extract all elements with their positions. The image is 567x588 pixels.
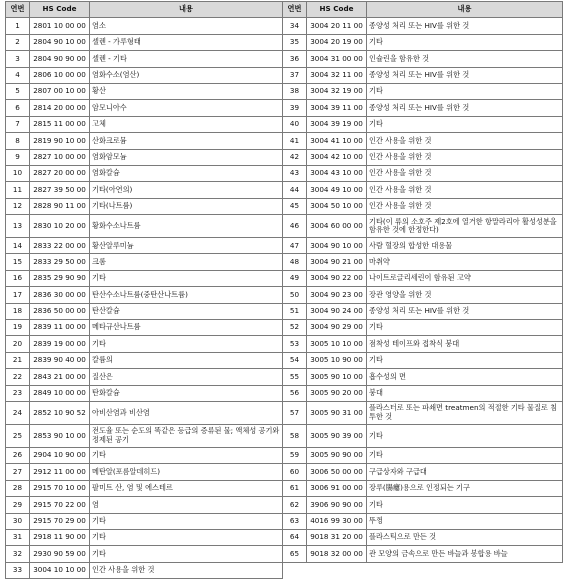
row-number: 43 bbox=[283, 165, 307, 181]
table-row bbox=[6, 369, 563, 385]
description: 메타규산나트륨 bbox=[90, 320, 283, 336]
description: 점착성 테이프와 접착식 붕대 bbox=[367, 336, 563, 352]
row-number: 24 bbox=[6, 401, 30, 424]
empty-cell bbox=[283, 562, 307, 578]
row-number: 7 bbox=[6, 116, 30, 132]
description: 기타 bbox=[367, 352, 563, 368]
hs-code: 2801 10 00 00 bbox=[30, 18, 90, 34]
hs-code: 3906 90 90 00 bbox=[307, 497, 367, 513]
row-number: 46 bbox=[283, 215, 307, 238]
hs-code: 2833 22 00 00 bbox=[30, 238, 90, 254]
description: 염소 bbox=[90, 18, 283, 34]
hs-code: 2918 11 90 00 bbox=[30, 529, 90, 545]
description: 인간 사용을 위한 것 bbox=[367, 198, 563, 214]
row-number: 5 bbox=[6, 83, 30, 99]
row-number: 60 bbox=[283, 464, 307, 480]
row-number: 9 bbox=[6, 149, 30, 165]
row-number: 2 bbox=[6, 34, 30, 50]
table-row bbox=[6, 562, 563, 578]
row-number: 19 bbox=[6, 320, 30, 336]
row-number: 33 bbox=[6, 562, 30, 578]
hs-code: 2804 90 90 00 bbox=[30, 51, 90, 67]
hs-code: 3004 50 10 00 bbox=[307, 198, 367, 214]
empty-cell bbox=[307, 562, 367, 578]
hs-code: 3005 90 39 00 bbox=[307, 424, 367, 447]
hs-code: 2853 90 10 00 bbox=[30, 424, 90, 447]
hs-code: 3004 32 11 00 bbox=[307, 67, 367, 83]
hs-code: 3004 90 24 00 bbox=[307, 303, 367, 319]
table-row bbox=[6, 149, 563, 165]
row-number: 21 bbox=[6, 352, 30, 368]
description: 황산알루미늄 bbox=[90, 238, 283, 254]
description: 탄화칼슘 bbox=[90, 385, 283, 401]
table-row bbox=[6, 401, 563, 424]
hs-code-table bbox=[5, 1, 563, 579]
description: 아비산염과 비산염 bbox=[90, 401, 283, 424]
row-number: 32 bbox=[6, 546, 30, 562]
row-number: 12 bbox=[6, 198, 30, 214]
hs-code: 2827 39 50 00 bbox=[30, 182, 90, 198]
description: 전도율 또는 순도의 똑같은 등급의 증류된 물; 액체성 공기와 정제된 공기 bbox=[90, 424, 283, 447]
description: 탄산수소나트륨(중탄산나트륨) bbox=[90, 287, 283, 303]
description: 종양성 처리 또는 HIV를 위한 것 bbox=[367, 100, 563, 116]
hs-code: 3004 42 10 00 bbox=[307, 149, 367, 165]
hs-code: 9018 32 00 00 bbox=[307, 546, 367, 562]
table-row bbox=[6, 254, 563, 270]
description: 기타 bbox=[367, 447, 563, 463]
hs-code: 3004 60 00 00 bbox=[307, 215, 367, 238]
description: 장관 영양을 위한 것 bbox=[367, 287, 563, 303]
description: 플라스틱으로 만든 것 bbox=[367, 529, 563, 545]
row-number: 54 bbox=[283, 352, 307, 368]
row-number: 16 bbox=[6, 270, 30, 286]
description: 관 모양의 금속으로 만든 바늘과 봉합용 바늘 bbox=[367, 546, 563, 562]
hs-code: 2827 20 00 00 bbox=[30, 165, 90, 181]
hs-code: 2806 10 00 00 bbox=[30, 67, 90, 83]
row-number: 44 bbox=[283, 182, 307, 198]
hs-code: 2830 10 20 00 bbox=[30, 215, 90, 238]
row-number: 26 bbox=[6, 447, 30, 463]
description: 인간 사용을 위한 것 bbox=[367, 149, 563, 165]
table-row bbox=[6, 385, 563, 401]
description: 고체 bbox=[90, 116, 283, 132]
description: 사람 혈장의 합성한 대용물 bbox=[367, 238, 563, 254]
row-number: 25 bbox=[6, 424, 30, 447]
row-number: 23 bbox=[6, 385, 30, 401]
description: 기타 bbox=[367, 497, 563, 513]
row-number: 3 bbox=[6, 51, 30, 67]
hs-code: 3005 10 10 00 bbox=[307, 336, 367, 352]
row-number: 62 bbox=[283, 497, 307, 513]
row-number: 42 bbox=[283, 149, 307, 165]
table-row bbox=[6, 352, 563, 368]
row-number: 53 bbox=[283, 336, 307, 352]
description: 기타 bbox=[90, 336, 283, 352]
table-row bbox=[6, 513, 563, 529]
hs-code: 3004 32 19 00 bbox=[307, 83, 367, 99]
hs-code: 3004 90 29 00 bbox=[307, 320, 367, 336]
hs-code: 3004 20 19 00 bbox=[307, 34, 367, 50]
row-number: 29 bbox=[6, 497, 30, 513]
description: 염 bbox=[90, 497, 283, 513]
hs-code: 9018 31 20 00 bbox=[307, 529, 367, 545]
empty-cell bbox=[367, 562, 563, 578]
row-number: 1 bbox=[6, 18, 30, 34]
hs-code: 3004 43 10 00 bbox=[307, 165, 367, 181]
table-row bbox=[6, 198, 563, 214]
row-number: 6 bbox=[6, 100, 30, 116]
table-row bbox=[6, 215, 563, 238]
table-row bbox=[6, 51, 563, 67]
header-desc-left: 내용 bbox=[90, 2, 283, 18]
description: 인간 사용을 위한 것 bbox=[367, 182, 563, 198]
hs-code-table-container bbox=[5, 1, 563, 579]
description: 기타 bbox=[367, 116, 563, 132]
hs-code: 2827 10 00 00 bbox=[30, 149, 90, 165]
description: 염화수소(염산) bbox=[90, 67, 283, 83]
description: 크롬 bbox=[90, 254, 283, 270]
description: 기타(나트륨) bbox=[90, 198, 283, 214]
description: 셀렌 - 기타 bbox=[90, 51, 283, 67]
hs-code: 3006 50 00 00 bbox=[307, 464, 367, 480]
description: 인간 사용을 위한 것 bbox=[367, 133, 563, 149]
hs-code: 2915 70 29 00 bbox=[30, 513, 90, 529]
row-number: 15 bbox=[6, 254, 30, 270]
description: 기타 bbox=[90, 546, 283, 562]
hs-code: 2804 90 10 00 bbox=[30, 34, 90, 50]
row-number: 22 bbox=[6, 369, 30, 385]
table-row bbox=[6, 424, 563, 447]
table-row bbox=[6, 182, 563, 198]
description: 기타 bbox=[90, 447, 283, 463]
header-code-right: HS Code bbox=[307, 2, 367, 18]
description: 황산 bbox=[90, 83, 283, 99]
row-number: 37 bbox=[283, 67, 307, 83]
row-number: 47 bbox=[283, 238, 307, 254]
hs-code: 2852 10 90 52 bbox=[30, 401, 90, 424]
header-no-right: 연번 bbox=[283, 2, 307, 18]
row-number: 18 bbox=[6, 303, 30, 319]
description: 기타(이 류의 소호주 제2호에 열거한 항말라리아 활성성분을 함유한 것에 한정한다) bbox=[367, 215, 563, 238]
row-number: 34 bbox=[283, 18, 307, 34]
hs-code: 2836 30 00 00 bbox=[30, 287, 90, 303]
description: 장루(腸瘻)용으로 인정되는 기구 bbox=[367, 480, 563, 496]
hs-code: 4016 99 30 00 bbox=[307, 513, 367, 529]
table-row bbox=[6, 83, 563, 99]
table-row bbox=[6, 67, 563, 83]
hs-code: 3004 90 10 00 bbox=[307, 238, 367, 254]
row-number: 51 bbox=[283, 303, 307, 319]
table-row bbox=[6, 497, 563, 513]
description: 산화크로뮴 bbox=[90, 133, 283, 149]
row-number: 58 bbox=[283, 424, 307, 447]
table-row bbox=[6, 287, 563, 303]
description: 메탄알(포름알데히드) bbox=[90, 464, 283, 480]
table-row bbox=[6, 238, 563, 254]
row-number: 10 bbox=[6, 165, 30, 181]
row-number: 14 bbox=[6, 238, 30, 254]
hs-code: 3004 31 00 00 bbox=[307, 51, 367, 67]
hs-code: 3006 91 00 00 bbox=[307, 480, 367, 496]
hs-code: 3004 39 11 00 bbox=[307, 100, 367, 116]
row-number: 61 bbox=[283, 480, 307, 496]
table-row bbox=[6, 480, 563, 496]
hs-code: 2835 29 90 90 bbox=[30, 270, 90, 286]
row-number: 11 bbox=[6, 182, 30, 198]
description: 구급상자와 구급대 bbox=[367, 464, 563, 480]
hs-code: 2819 90 10 00 bbox=[30, 133, 90, 149]
hs-code: 3005 10 90 00 bbox=[307, 352, 367, 368]
table-row bbox=[6, 34, 563, 50]
description: 흡수성의 면 bbox=[367, 369, 563, 385]
description: 암모니아수 bbox=[90, 100, 283, 116]
description: 기타 bbox=[367, 320, 563, 336]
hs-code: 3005 90 90 00 bbox=[307, 447, 367, 463]
hs-code: 2815 11 00 00 bbox=[30, 116, 90, 132]
table-row bbox=[6, 464, 563, 480]
hs-code: 2912 11 00 00 bbox=[30, 464, 90, 480]
row-number: 27 bbox=[6, 464, 30, 480]
hs-code: 2828 90 11 00 bbox=[30, 198, 90, 214]
description: 탄산칼슘 bbox=[90, 303, 283, 319]
description: 인간 사용을 위한 것 bbox=[367, 165, 563, 181]
description: 기타 bbox=[367, 83, 563, 99]
row-number: 40 bbox=[283, 116, 307, 132]
hs-code: 2807 00 10 00 bbox=[30, 83, 90, 99]
row-number: 8 bbox=[6, 133, 30, 149]
row-number: 4 bbox=[6, 67, 30, 83]
description: 기타 bbox=[90, 513, 283, 529]
hs-code: 2915 70 22 00 bbox=[30, 497, 90, 513]
description: 뚜껑 bbox=[367, 513, 563, 529]
row-number: 49 bbox=[283, 270, 307, 286]
row-number: 52 bbox=[283, 320, 307, 336]
row-number: 45 bbox=[283, 198, 307, 214]
description: 플라스터로 또는 파쇄면 treatmen의 적절한 기타 물질로 침투한 것 bbox=[367, 401, 563, 424]
hs-code: 2843 21 00 00 bbox=[30, 369, 90, 385]
hs-code: 3004 10 10 00 bbox=[30, 562, 90, 578]
description: 붕대 bbox=[367, 385, 563, 401]
row-number: 30 bbox=[6, 513, 30, 529]
table-row bbox=[6, 270, 563, 286]
hs-code: 2904 10 90 00 bbox=[30, 447, 90, 463]
row-number: 36 bbox=[283, 51, 307, 67]
row-number: 50 bbox=[283, 287, 307, 303]
table-row bbox=[6, 116, 563, 132]
row-number: 48 bbox=[283, 254, 307, 270]
table-row bbox=[6, 133, 563, 149]
description: 종양성 처리 또는 HIV를 위한 것 bbox=[367, 303, 563, 319]
description: 마취약 bbox=[367, 254, 563, 270]
row-number: 56 bbox=[283, 385, 307, 401]
row-number: 35 bbox=[283, 34, 307, 50]
description: 기타(아연의) bbox=[90, 182, 283, 198]
description: 염화칼슘 bbox=[90, 165, 283, 181]
description: 인간 사용을 위한 것 bbox=[90, 562, 283, 578]
header-code-left: HS Code bbox=[30, 2, 90, 18]
description: 종양성 처리 또는 HIV를 위한 것 bbox=[367, 18, 563, 34]
description: 질산은 bbox=[90, 369, 283, 385]
hs-code: 2915 70 10 00 bbox=[30, 480, 90, 496]
hs-code: 2839 90 40 00 bbox=[30, 352, 90, 368]
row-number: 20 bbox=[6, 336, 30, 352]
table-row bbox=[6, 100, 563, 116]
description: 종양성 처리 또는 HIV를 위한 것 bbox=[367, 67, 563, 83]
row-number: 63 bbox=[283, 513, 307, 529]
hs-code: 2836 50 00 00 bbox=[30, 303, 90, 319]
description: 인슐린을 함유한 것 bbox=[367, 51, 563, 67]
header-desc-right: 내용 bbox=[367, 2, 563, 18]
row-number: 55 bbox=[283, 369, 307, 385]
hs-code: 3004 41 10 00 bbox=[307, 133, 367, 149]
header-no-left: 연번 bbox=[6, 2, 30, 18]
header-row bbox=[6, 2, 563, 18]
hs-code: 2833 29 50 00 bbox=[30, 254, 90, 270]
table-row bbox=[6, 336, 563, 352]
hs-code: 2814 20 00 00 bbox=[30, 100, 90, 116]
row-number: 65 bbox=[283, 546, 307, 562]
hs-code: 2839 19 00 00 bbox=[30, 336, 90, 352]
description: 팔미트 산, 염 및 에스테르 bbox=[90, 480, 283, 496]
description: 나이트로글리세린이 함유된 고약 bbox=[367, 270, 563, 286]
hs-code: 3005 90 31 00 bbox=[307, 401, 367, 424]
description: 칼륨의 bbox=[90, 352, 283, 368]
table-row bbox=[6, 447, 563, 463]
table-row bbox=[6, 320, 563, 336]
description: 황화수소나트륨 bbox=[90, 215, 283, 238]
hs-code: 3005 90 10 00 bbox=[307, 369, 367, 385]
row-number: 57 bbox=[283, 401, 307, 424]
table-row bbox=[6, 165, 563, 181]
hs-code: 3004 90 22 00 bbox=[307, 270, 367, 286]
table-row bbox=[6, 546, 563, 562]
description: 기타 bbox=[367, 424, 563, 447]
hs-code: 3004 39 19 00 bbox=[307, 116, 367, 132]
description: 염화암모늄 bbox=[90, 149, 283, 165]
row-number: 28 bbox=[6, 480, 30, 496]
row-number: 31 bbox=[6, 529, 30, 545]
description: 기타 bbox=[90, 529, 283, 545]
hs-code: 3004 49 10 00 bbox=[307, 182, 367, 198]
row-number: 38 bbox=[283, 83, 307, 99]
row-number: 41 bbox=[283, 133, 307, 149]
row-number: 59 bbox=[283, 447, 307, 463]
table-row bbox=[6, 18, 563, 34]
hs-code: 3004 90 23 00 bbox=[307, 287, 367, 303]
row-number: 13 bbox=[6, 215, 30, 238]
description: 기타 bbox=[367, 34, 563, 50]
hs-code: 3005 90 20 00 bbox=[307, 385, 367, 401]
hs-code: 3004 90 21 00 bbox=[307, 254, 367, 270]
table-row bbox=[6, 529, 563, 545]
table-body bbox=[6, 18, 563, 579]
table-row bbox=[6, 303, 563, 319]
hs-code: 3004 20 11 00 bbox=[307, 18, 367, 34]
description: 셀렌 - 가루형태 bbox=[90, 34, 283, 50]
row-number: 39 bbox=[283, 100, 307, 116]
row-number: 64 bbox=[283, 529, 307, 545]
hs-code: 2849 10 00 00 bbox=[30, 385, 90, 401]
hs-code: 2839 11 00 00 bbox=[30, 320, 90, 336]
hs-code: 2930 90 59 00 bbox=[30, 546, 90, 562]
description: 기타 bbox=[90, 270, 283, 286]
row-number: 17 bbox=[6, 287, 30, 303]
